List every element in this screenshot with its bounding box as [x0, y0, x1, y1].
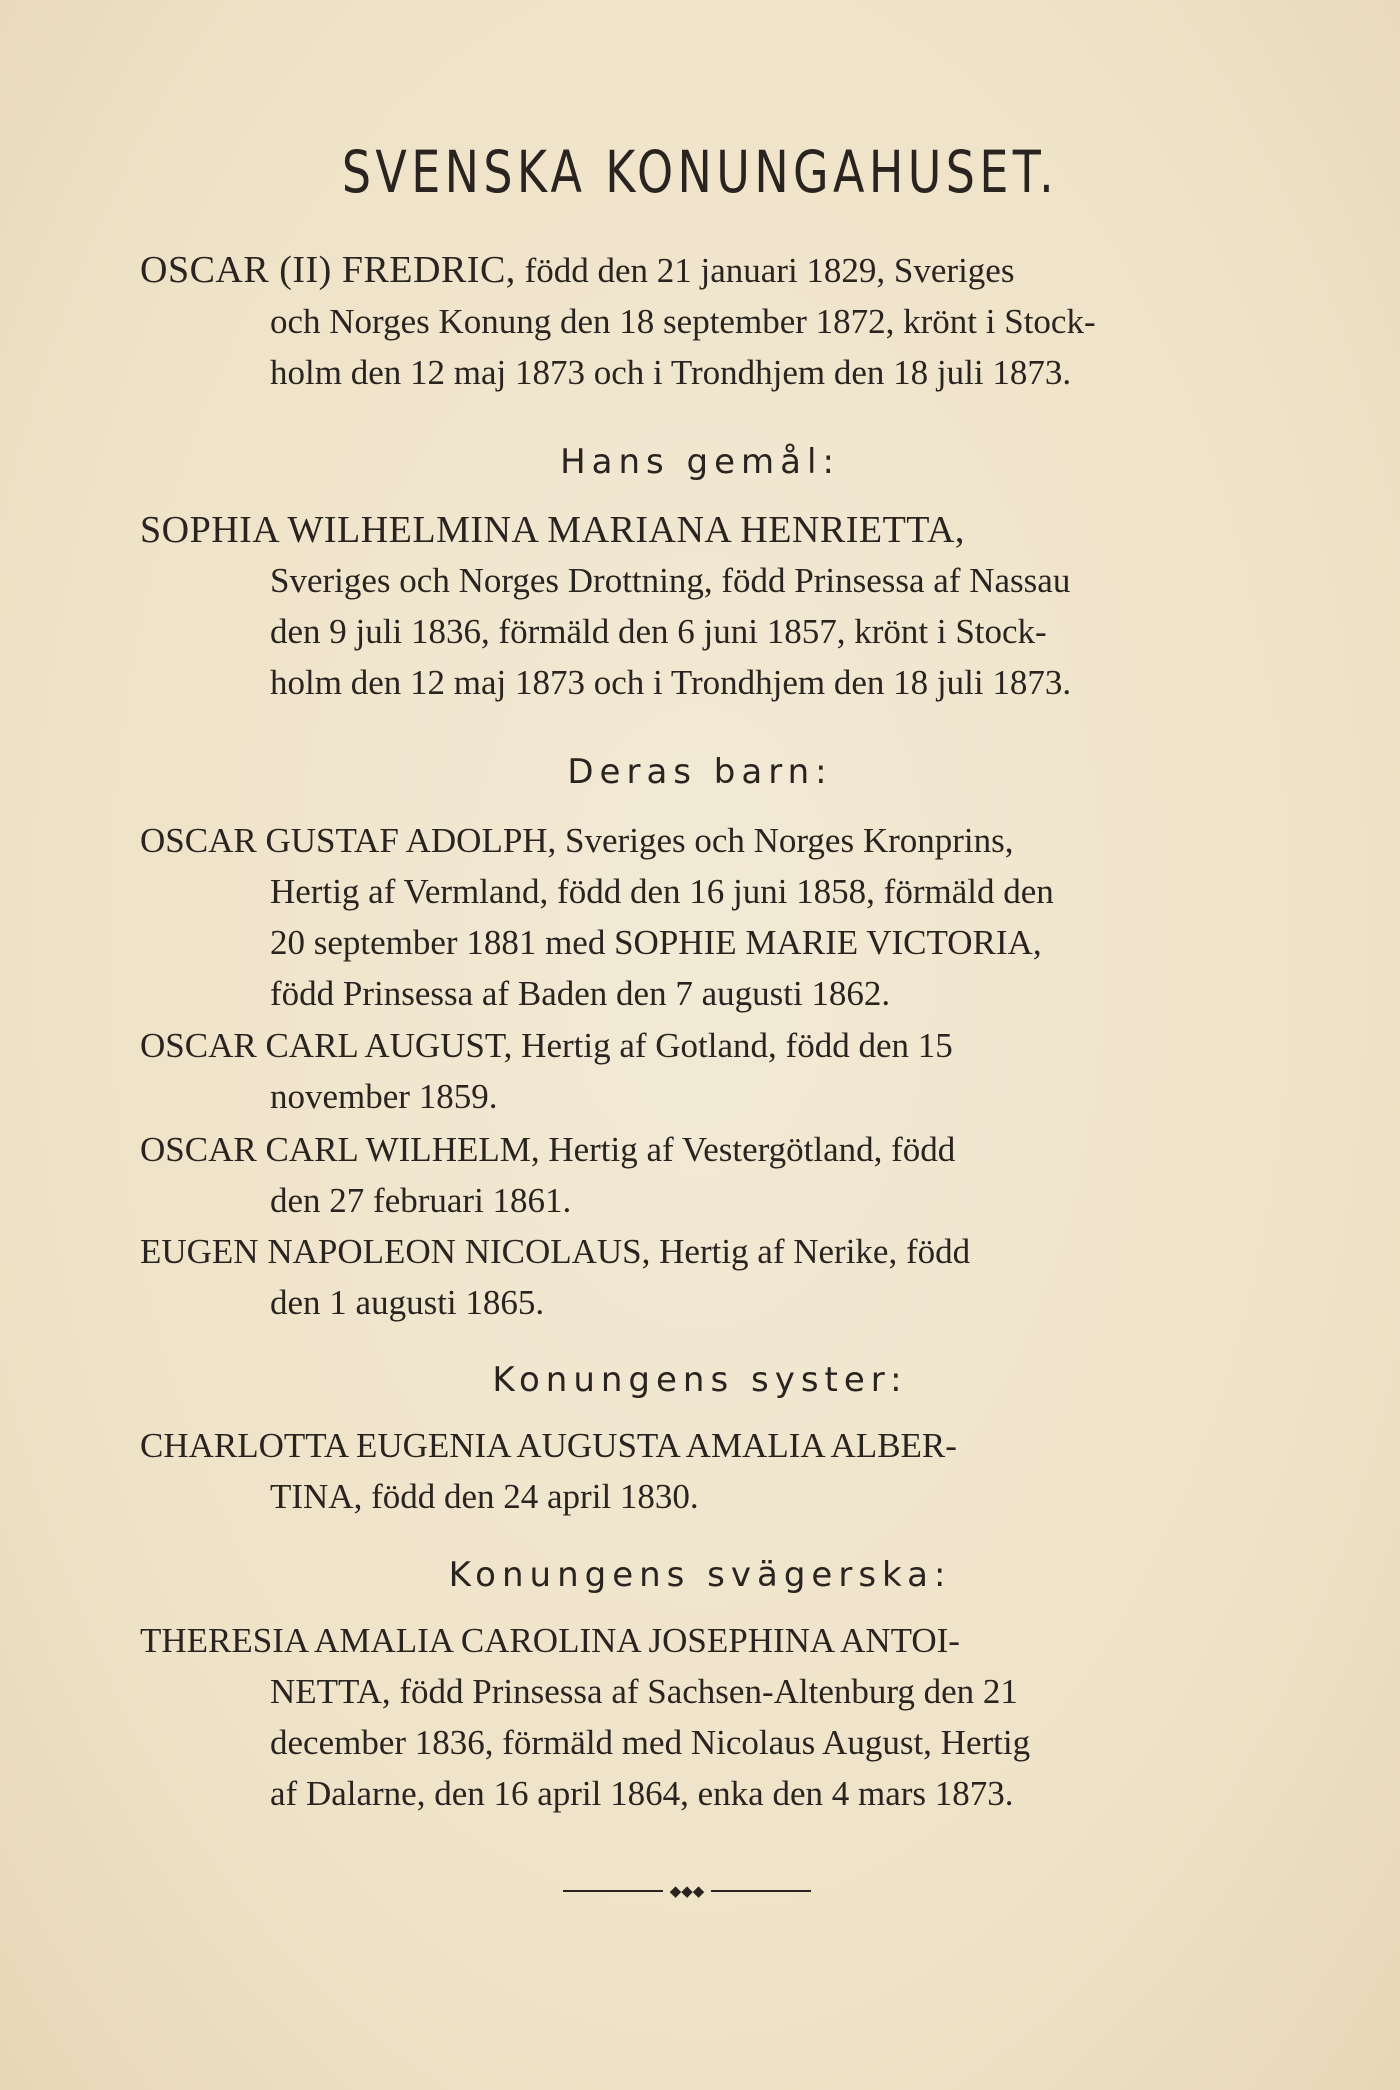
- child-entry-2: [140, 1020, 1250, 1122]
- sister-in-law-entry: [140, 1615, 1250, 1819]
- child-2-line-1: OSCAR CARL AUGUST, Hertig af Gotland, född den 15: [140, 1026, 953, 1065]
- ornament-rule-left: [563, 1890, 663, 1892]
- sister-in-law-line-2: NETTA, född Prinsessa af Sachsen-Altenburg den 21: [270, 1672, 1018, 1711]
- king-line-3: holm den 12 maj 1873 och i Trondhjem den 18 juli 1873.: [270, 353, 1072, 392]
- child-2-line-2: november 1859.: [270, 1077, 498, 1116]
- child-4-line-2: den 1 augusti 1865.: [270, 1283, 545, 1322]
- ornament-rule-right: [711, 1890, 811, 1892]
- child-3-line-1: OSCAR CARL WILHELM, Hertig af Vestergötland, född: [140, 1130, 956, 1169]
- consort-entry: [140, 505, 1250, 708]
- child-1-line-1: OSCAR GUSTAF ADOLPH, Sveriges och Norges Kronprins,: [140, 821, 1014, 860]
- heading-sister-in-law: Konungens svägerska:: [448, 1555, 952, 1595]
- child-entry-3: [140, 1124, 1250, 1226]
- king-line-1-rest: född den 21 januari 1829, Sveriges: [524, 251, 1015, 290]
- child-4-line-1: EUGEN NAPOLEON NICOLAUS, Hertig af Nerike, född: [140, 1232, 971, 1271]
- consort-name: SOPHIA WILHELMINA MARIANA HENRIETTA,: [140, 509, 965, 551]
- heading-consort: Hans gemål:: [560, 442, 840, 482]
- king-line-2: och Norges Konung den 18 september 1872, krönt i Stock-: [270, 302, 1096, 341]
- page-title: SVENSKA KONUNGAHUSET.: [341, 138, 1059, 206]
- king-name: OSCAR (II) FREDRIC,: [140, 249, 516, 291]
- sister-entry: [140, 1420, 1250, 1522]
- ornament-diamonds: ◆◆◆: [669, 1882, 705, 1900]
- consort-line-3: den 9 juli 1836, förmäld den 6 juni 1857, krönt i Stock-: [270, 612, 1047, 651]
- child-3-line-2: den 27 februari 1861.: [270, 1181, 572, 1220]
- consort-line-2: Sveriges och Norges Drottning, född Prinsessa af Nassau: [270, 561, 1071, 600]
- child-1-line-2: Hertig af Vermland, född den 16 juni 1858, förmäld den: [270, 872, 1054, 911]
- sister-line-1: CHARLOTTA EUGENIA AUGUSTA AMALIA ALBER-: [140, 1426, 957, 1465]
- diamond-ornament-icon: [563, 1881, 811, 1901]
- child-1-line-4: född Prinsessa af Baden den 7 augusti 1862.: [270, 974, 891, 1013]
- heading-children: Deras barn:: [567, 752, 833, 792]
- sister-in-law-line-1: THERESIA AMALIA CAROLINA JOSEPHINA ANTOI-: [140, 1621, 960, 1660]
- heading-sister: Konungens syster:: [492, 1360, 908, 1400]
- sister-in-law-line-4: af Dalarne, den 16 april 1864, enka den 4 mars 1873.: [270, 1774, 1014, 1813]
- sister-line-2: TINA, född den 24 april 1830.: [270, 1477, 699, 1516]
- sister-in-law-line-3: december 1836, förmäld med Nicolaus August, Hertig: [270, 1723, 1031, 1762]
- child-1-line-3: 20 september 1881 med SOPHIE MARIE VICTORIA,: [270, 923, 1042, 962]
- consort-line-4: holm den 12 maj 1873 och i Trondhjem den 18 juli 1873.: [270, 663, 1072, 702]
- king-line-1: [140, 245, 1250, 296]
- child-entry-4: [140, 1226, 1250, 1328]
- king-entry: [140, 245, 1250, 398]
- child-entry-1: [140, 815, 1250, 1019]
